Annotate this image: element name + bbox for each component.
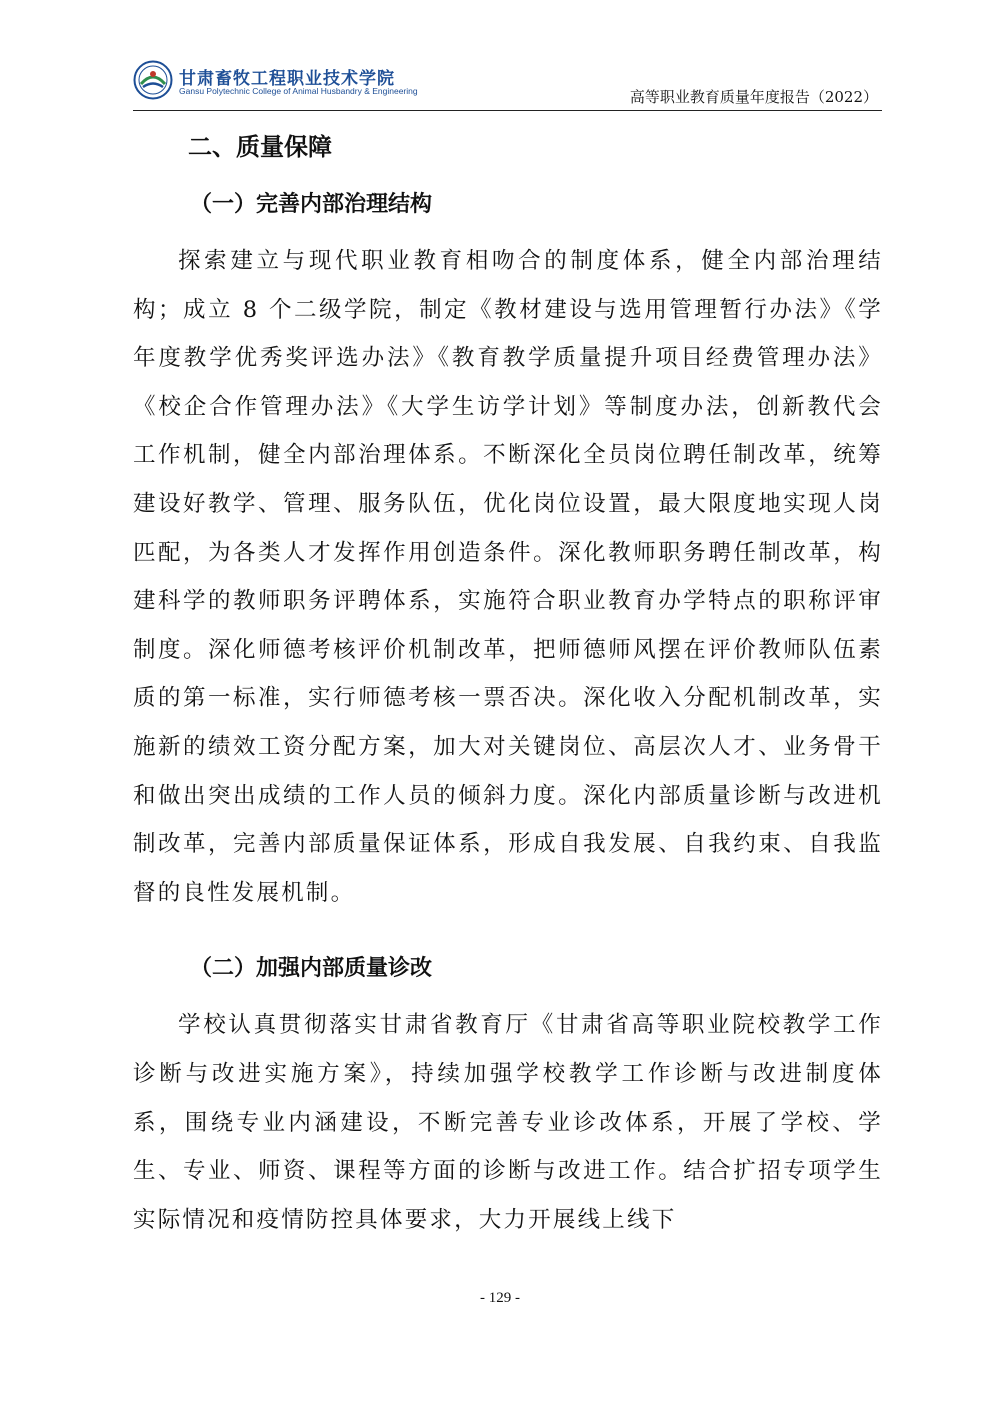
page-body	[133, 125, 883, 1244]
section-title: 二、质量保障	[188, 133, 332, 161]
subsection-title-1: （一）完善内部治理结构	[190, 192, 433, 217]
subsection-title-2: （二）加强内部质量诊改	[190, 956, 433, 982]
page-header	[133, 58, 882, 111]
subsection-paragraph-2: 学校认真贯彻落实甘肃省教育厅《甘肃省高等职业院校教学工作诊断与改进实施方案》，持续加强学校教学工作诊断与改进制度体系，围绕专业内涵建设，不断完善专业诊改体系，开展了学校、学生、专业、师资、课程等方面的诊断与改进工作。结合扩招专项学生实际情况和疫情防控具体要求，大力开展线上线下	[133, 1012, 883, 1233]
report-title: 高等职业教育质量年度报告（2022）	[629, 88, 878, 106]
college-name-en: Gansu Polytechnic College of Animal Husbandry & Engineering	[179, 86, 418, 96]
college-name-cn: 甘肃畜牧工程职业技术学院	[179, 69, 395, 89]
page-number: - 129 -	[480, 1290, 520, 1306]
college-emblem-icon	[133, 60, 173, 100]
spacer	[133, 917, 883, 933]
subsection-paragraph-1: 探索建立与现代职业教育相吻合的制度体系，健全内部治理结构；成立 8 个二级学院，制定《教材建设与选用管理暂行办法》《学年度教学优秀奖评选办法》《教育教学质量提升项目经费管理办法》《校企合作管理办法》《大学生访学计划》等制度办法，创新教代会工作机制，健全内部治理体系。不断深化全员岗位聘任制改革，统筹建设好教学、管理、服务队伍，优化岗位设置，最大限度地实现人岗匹配，为各类人才发挥作用创造条件。深化教师职务聘任制改革，构建科学的教师职务评聘体系，实施符合职业教育办学特点的职称评审制度。深化师德考核评价机制改革，把师德师风摆在评价教师队伍素质的第一标准，实行师德考核一票否决。深化收入分配机制改革，实施新的绩效工资分配方案，加大对关键岗位、高层次人才、业务骨干和做出突出成绩的工作人员的倾斜力度。深化内部质量诊断与改进机制改革，完善内部质量保证体系，形成自我发展、自我约束、自我监督的良性发展机制。	[133, 248, 883, 906]
